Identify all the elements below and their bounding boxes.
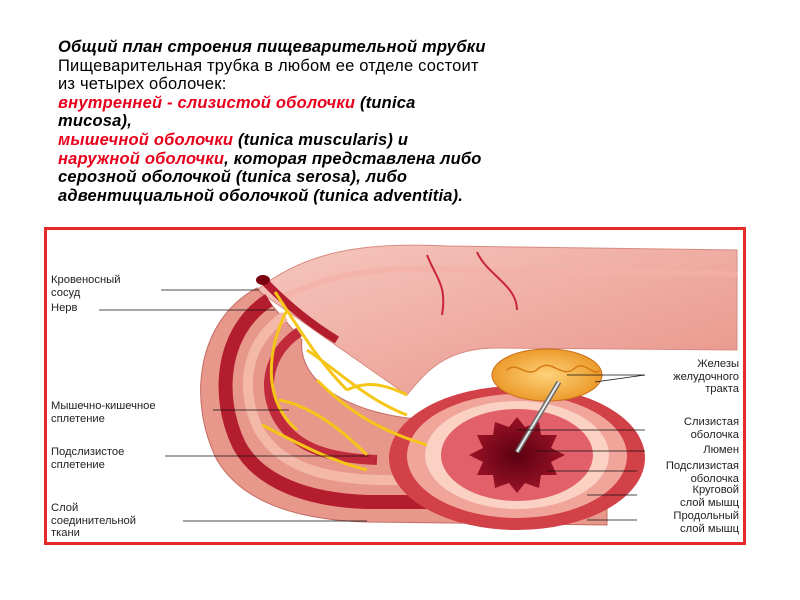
intro-line-2: из четырех оболочек:: [58, 75, 227, 94]
label-blood-vessel-line1: Кровеносный: [51, 274, 121, 286]
muscularis-red-text: мышечной оболочки: [58, 130, 234, 149]
label-blood-vessel-line2: сосуд: [51, 286, 81, 299]
adventitia-line: адвентициальной оболочкой (tunica adventitia).: [58, 186, 464, 205]
intro-line-1: Пищеварительная трубка в любом ее отделе состоит: [58, 56, 479, 75]
label-glands-line1: Железы: [697, 358, 739, 370]
label-myenteric-line2: сплетение: [51, 412, 105, 425]
label-nerve-line1: Нерв: [51, 302, 78, 314]
label-longitudinal-line1: Продольный: [673, 510, 739, 522]
label-connective-line3: ткани: [51, 527, 80, 539]
label-lumen-line1: Люмен: [703, 444, 739, 456]
label-longitudinal-line2: слой мышц: [680, 522, 739, 535]
label-circular-line2: слой мышц: [680, 496, 739, 509]
mucosa-latin: (tunica: [355, 93, 416, 112]
muscularis-line: [58, 131, 758, 150]
label-myenteric-plexus: [51, 400, 156, 425]
label-submucosa: [666, 460, 739, 485]
intro-text: [58, 38, 758, 205]
label-longitudinal-muscle: [673, 510, 739, 535]
label-submucosa-line1: Подслизистая: [665, 460, 739, 472]
label-mucosa-line1: Слизистая: [683, 416, 739, 428]
digestive-tube-illustration: [47, 230, 743, 542]
mucosa-line: [58, 94, 758, 113]
label-glands-line3: тракта: [705, 383, 739, 395]
mucosa-latin-line: mucosa),: [58, 112, 133, 131]
muscularis-latin: (tunica muscularis) и: [233, 130, 409, 149]
title: Общий план строения пищеварительной трубки: [58, 38, 486, 56]
label-lumen: [703, 444, 739, 457]
serosa-line: серозной оболочкой (tunica serosa), либо: [58, 168, 408, 187]
label-mucosa-line2: оболочка: [690, 428, 739, 441]
label-glands-line2: желудочного: [673, 370, 739, 383]
label-mucosa: [684, 416, 739, 441]
anatomy-figure: [44, 227, 746, 545]
label-submucosal-plexus-line2: сплетение: [51, 458, 105, 471]
label-submucosal-plexus: [51, 446, 124, 471]
mucosa-red-text: внутренней - слизистой оболочки: [58, 93, 356, 112]
outer-red-text: наружной оболочки: [58, 149, 225, 168]
label-submucosa-line2: оболочка: [690, 472, 739, 485]
outer-rest: , которая представлена либо: [224, 149, 482, 168]
label-circular-muscle: [680, 484, 739, 509]
label-connective-line1: Слой: [51, 502, 79, 514]
label-myenteric-line1: Мышечно-кишечное: [51, 400, 156, 412]
outer-line: [58, 150, 758, 169]
label-circular-line1: Круговой: [692, 484, 739, 496]
label-submucosal-plexus-line1: Подслизистое: [51, 446, 125, 458]
label-nerve: [51, 302, 77, 315]
label-blood-vessel: [51, 274, 120, 299]
vessel-opening: [256, 275, 270, 285]
label-connective-tissue: [51, 502, 136, 540]
label-connective-line2: соединительной: [51, 514, 136, 527]
label-glands: [673, 358, 739, 396]
